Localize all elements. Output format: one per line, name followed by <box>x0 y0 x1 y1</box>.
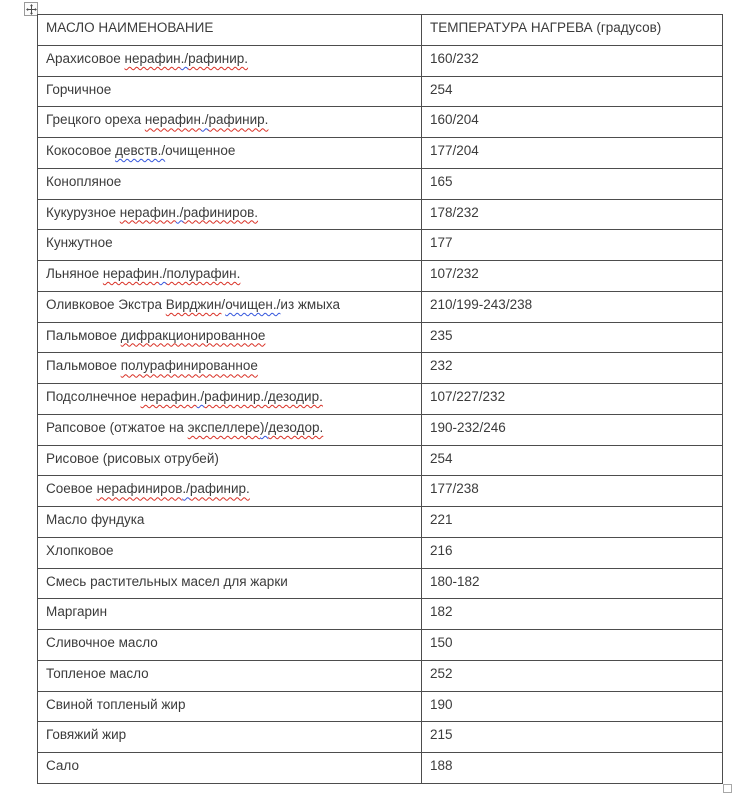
spellcheck-flagged-text: нерафин <box>119 204 176 220</box>
spellcheck-flagged-text: экспеллере <box>187 419 261 435</box>
grammar-flagged-text: ./ <box>182 481 190 497</box>
grammar-flagged-text: )/ <box>260 419 269 435</box>
table-row <box>38 691 723 722</box>
table-row <box>38 722 723 753</box>
spellcheck-flagged-text: нерафиниров <box>96 481 183 497</box>
oil-name-text: Пальмовое <box>46 327 121 343</box>
oil-name-cell[interactable] <box>38 107 422 138</box>
spellcheck-flagged-text: полурафинированное <box>120 358 258 374</box>
grammar-flagged-text: ./ <box>196 389 205 404</box>
oil-name-text: Масло фундука <box>46 512 145 527</box>
spellcheck-flagged-text: нерафин <box>124 50 181 66</box>
grammar-flagged-text: девств./ <box>115 143 166 158</box>
temperature-cell[interactable]: 177/204 <box>422 138 723 169</box>
temperature-cell[interactable]: 210/199-243/238 <box>422 291 723 322</box>
oil-name-text: Смесь растительных масел для жарки <box>46 573 288 589</box>
spellcheck-flagged-text: рафинир./дезодир. <box>204 389 323 404</box>
table-resize-handle[interactable] <box>723 784 732 793</box>
move-arrows-icon <box>26 4 37 15</box>
spellcheck-flagged-text: рафинир. <box>189 481 250 497</box>
oil-name-text: Рисовое (рисовых отрубей) <box>46 450 219 466</box>
oil-name-cell[interactable] <box>38 691 422 722</box>
oil-name-text: Арахисовое <box>46 50 125 66</box>
oil-name-cell[interactable] <box>38 445 422 476</box>
table-row <box>38 476 723 507</box>
oil-name-cell[interactable] <box>38 45 422 76</box>
table-body <box>38 45 723 783</box>
table-row <box>38 199 723 230</box>
oil-name-text: Сливочное масло <box>46 635 158 650</box>
oil-name-cell[interactable] <box>38 599 422 630</box>
oil-name-text: Сало <box>46 758 79 773</box>
oil-name-cell[interactable] <box>38 630 422 661</box>
oil-name-cell[interactable] <box>38 476 422 507</box>
oil-name-text: Говяжий жир <box>46 727 127 743</box>
column-header-temperature[interactable]: ТЕМПЕРАТУРА НАГРЕВА (градусов) <box>422 15 723 46</box>
table-row <box>38 76 723 107</box>
temperature-cell[interactable]: 254 <box>422 445 723 476</box>
spellcheck-flagged-text: дифракционированное <box>120 327 266 343</box>
temperature-cell[interactable]: 165 <box>422 168 723 199</box>
oil-name-cell[interactable] <box>38 291 422 322</box>
spellcheck-flagged-text: нерафин <box>144 112 201 128</box>
oil-name-text: Оливковое Экстра <box>46 296 166 312</box>
spellcheck-flagged-text: рафинир. <box>208 112 269 128</box>
oil-name-text: Кокосовое <box>46 143 116 158</box>
table-row <box>38 353 723 384</box>
grammar-flagged-text: ./ <box>175 204 184 220</box>
temperature-cell[interactable]: 177/238 <box>422 476 723 507</box>
oil-name-text: Грецкого ореха <box>46 112 145 128</box>
temperature-cell[interactable]: 107/227/232 <box>422 384 723 415</box>
oil-name-cell[interactable] <box>38 568 422 599</box>
oil-name-cell[interactable] <box>38 138 422 169</box>
table-move-handle[interactable] <box>24 2 38 16</box>
grammar-flagged-text: очищен./ <box>225 296 281 312</box>
spellcheck-flagged-text: рафиниров. <box>183 204 259 220</box>
oil-name-text: Кукурузное <box>46 204 120 220</box>
oil-name-text: Маргарин <box>46 604 108 620</box>
table-row <box>38 599 723 630</box>
oil-name-cell[interactable] <box>38 261 422 292</box>
spellcheck-flagged-text: дезодор. <box>268 419 324 435</box>
spellcheck-flagged-text: нерафин <box>102 266 159 281</box>
temperature-cell[interactable]: 221 <box>422 507 723 538</box>
table-row <box>38 537 723 568</box>
oil-name-text: Хлопковое <box>46 542 114 558</box>
oil-name-cell[interactable] <box>38 384 422 415</box>
temperature-cell[interactable]: 188 <box>422 753 723 784</box>
table-row <box>38 414 723 445</box>
table-row <box>38 138 723 169</box>
table-row <box>38 630 723 661</box>
oil-name-cell[interactable] <box>38 168 422 199</box>
spellcheck-flagged-text: Вирджин <box>165 296 222 312</box>
oil-name-text: Льняное <box>46 266 103 281</box>
table-row <box>38 168 723 199</box>
temperature-cell[interactable]: 177 <box>422 230 723 261</box>
table-row <box>38 261 723 292</box>
temperature-cell[interactable]: 252 <box>422 660 723 691</box>
temperature-cell[interactable]: 178/232 <box>422 199 723 230</box>
temperature-cell[interactable]: 216 <box>422 537 723 568</box>
oil-name-cell[interactable] <box>38 353 422 384</box>
table-row <box>38 322 723 353</box>
grammar-flagged-text: ./ <box>180 50 189 66</box>
table-row <box>38 291 723 322</box>
temperature-cell[interactable]: 160/232 <box>422 45 723 76</box>
oil-name-text: Топленое масло <box>46 665 149 681</box>
oil-name-text: очищенное <box>165 143 236 158</box>
oil-name-text: Рапсовое (отжатое на <box>46 419 188 435</box>
table-row <box>38 384 723 415</box>
oil-name-cell[interactable] <box>38 414 422 445</box>
table-row <box>38 45 723 76</box>
temperature-cell[interactable]: 160/204 <box>422 107 723 138</box>
spellcheck-flagged-text: нерафин <box>140 389 197 404</box>
column-header-oil-name[interactable]: МАСЛО НАИМЕНОВАНИЕ <box>38 15 422 46</box>
spellcheck-flagged-text: полурафин. <box>166 266 241 281</box>
oil-name-cell[interactable] <box>38 76 422 107</box>
oil-name-cell[interactable] <box>38 537 422 568</box>
spellcheck-flagged-text: рафинир. <box>188 50 249 66</box>
oil-name-text: Свиной топленый жир <box>46 696 186 712</box>
temperature-cell[interactable]: 180-182 <box>422 568 723 599</box>
oil-name-cell[interactable] <box>38 753 422 784</box>
temperature-cell[interactable]: 107/232 <box>422 261 723 292</box>
temperature-cell[interactable]: 190 <box>422 691 723 722</box>
header-row <box>38 15 723 46</box>
oil-name-text: Горчичное <box>46 81 112 97</box>
oil-name-text: из жмыха <box>280 296 341 312</box>
oils-smoke-point-table <box>37 14 723 784</box>
oil-name-cell[interactable] <box>38 199 422 230</box>
temperature-cell[interactable]: 235 <box>422 322 723 353</box>
temperature-cell[interactable]: 182 <box>422 599 723 630</box>
table-row <box>38 445 723 476</box>
oil-name-cell[interactable] <box>38 230 422 261</box>
oil-name-cell[interactable] <box>38 660 422 691</box>
table-row <box>38 230 723 261</box>
oil-name-cell[interactable] <box>38 722 422 753</box>
table-row <box>38 507 723 538</box>
table-row <box>38 568 723 599</box>
temperature-cell[interactable]: 215 <box>422 722 723 753</box>
oil-name-cell[interactable] <box>38 322 422 353</box>
oil-name-text: Соевое <box>46 481 97 497</box>
table-row <box>38 107 723 138</box>
oil-name-text: Кунжутное <box>46 235 113 251</box>
grammar-flagged-text: ./ <box>158 266 167 281</box>
temperature-cell[interactable]: 232 <box>422 353 723 384</box>
temperature-cell[interactable]: 150 <box>422 630 723 661</box>
oil-name-text: Конопляное <box>46 173 122 189</box>
temperature-cell[interactable]: 254 <box>422 76 723 107</box>
grammar-flagged-text: ./ <box>200 112 209 128</box>
oil-name-text: Пальмовое <box>46 358 121 374</box>
oil-name-text: Подсолнечное <box>46 389 141 404</box>
table-row <box>38 660 723 691</box>
oil-name-cell[interactable] <box>38 507 422 538</box>
oil-name-text: / <box>221 296 226 312</box>
table-row <box>38 753 723 784</box>
temperature-cell[interactable]: 190-232/246 <box>422 414 723 445</box>
